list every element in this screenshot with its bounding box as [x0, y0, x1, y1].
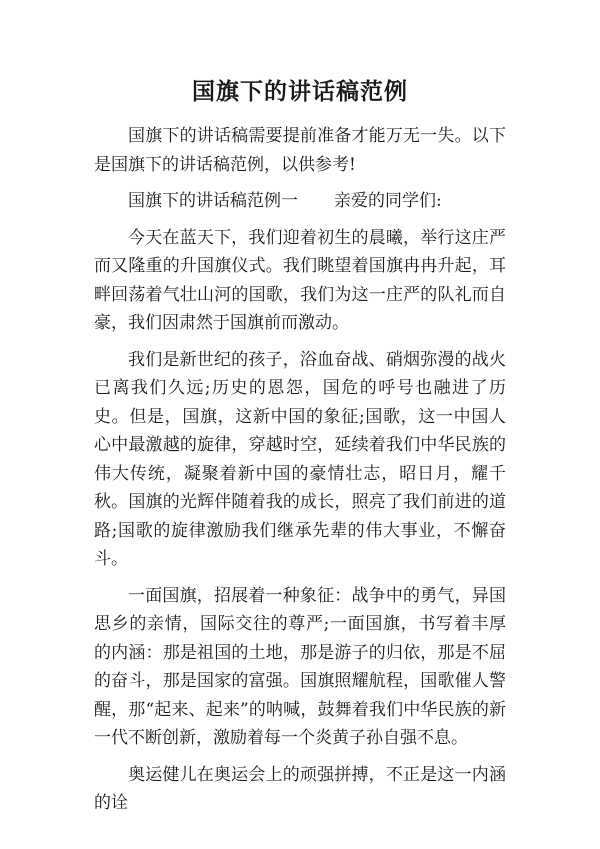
intro-paragraph: 国旗下的讲话稿需要提前准备才能万无一失。以下是国旗下的讲话稿范例，以供参考! [94, 126, 506, 175]
body-paragraph-2: 我们是新世纪的孩子，浴血奋战、硝烟弥漫的战火已离我们久远;历史的恩怨，国危的呼号也融进了历史。但是，国旗，这新中国的象征;国歌，这一中国人心中最激越的旋律，穿越时空，延续着我们中华民族的伟大传统，凝聚着新中国的豪情壮志，昭日月，耀千秋。国旗的光辉伴随着我的成长，照亮了我们前进的道路;国歌的旋律激励我们继承先辈的伟大事业，不懈奋斗。 [94, 349, 506, 569]
example-heading-line [94, 187, 506, 216]
salutation: 亲爱的同学们: [334, 191, 442, 211]
body-paragraph-1: 今天在蓝天下，我们迎着初生的晨曦，举行这庄严而又隆重的升国旗仪式。我们眺望着国旗冉冉升起，耳畔回荡着气壮山河的国歌，我们为这一庄严的队礼而自豪，我们因肃然于国旗前而激动。 [94, 227, 506, 333]
document-body [94, 122, 506, 818]
example-heading: 国旗下的讲话稿范例一 [128, 191, 298, 211]
body-paragraph-4: 奥运健儿在奥运会上的顽强拼搏，不正是这一内涵的诠 [94, 764, 506, 813]
body-paragraph-3: 一面国旗，招展着一种象征：战争中的勇气，异国思乡的亲情，国际交往的尊严;一面国旗，书写着丰厚的内涵：那是祖国的土地，那是游子的归依，那是不屈的奋斗，那是国家的富强。国旗照耀航程，国歌催人警醒，那“起来、起来”的呐喊，鼓舞着我们中华民族的新一代不断创新，激励着每一个炎黄子孙自强不息。 [94, 585, 506, 748]
document-title: 国旗下的讲话稿范例 [192, 78, 408, 105]
